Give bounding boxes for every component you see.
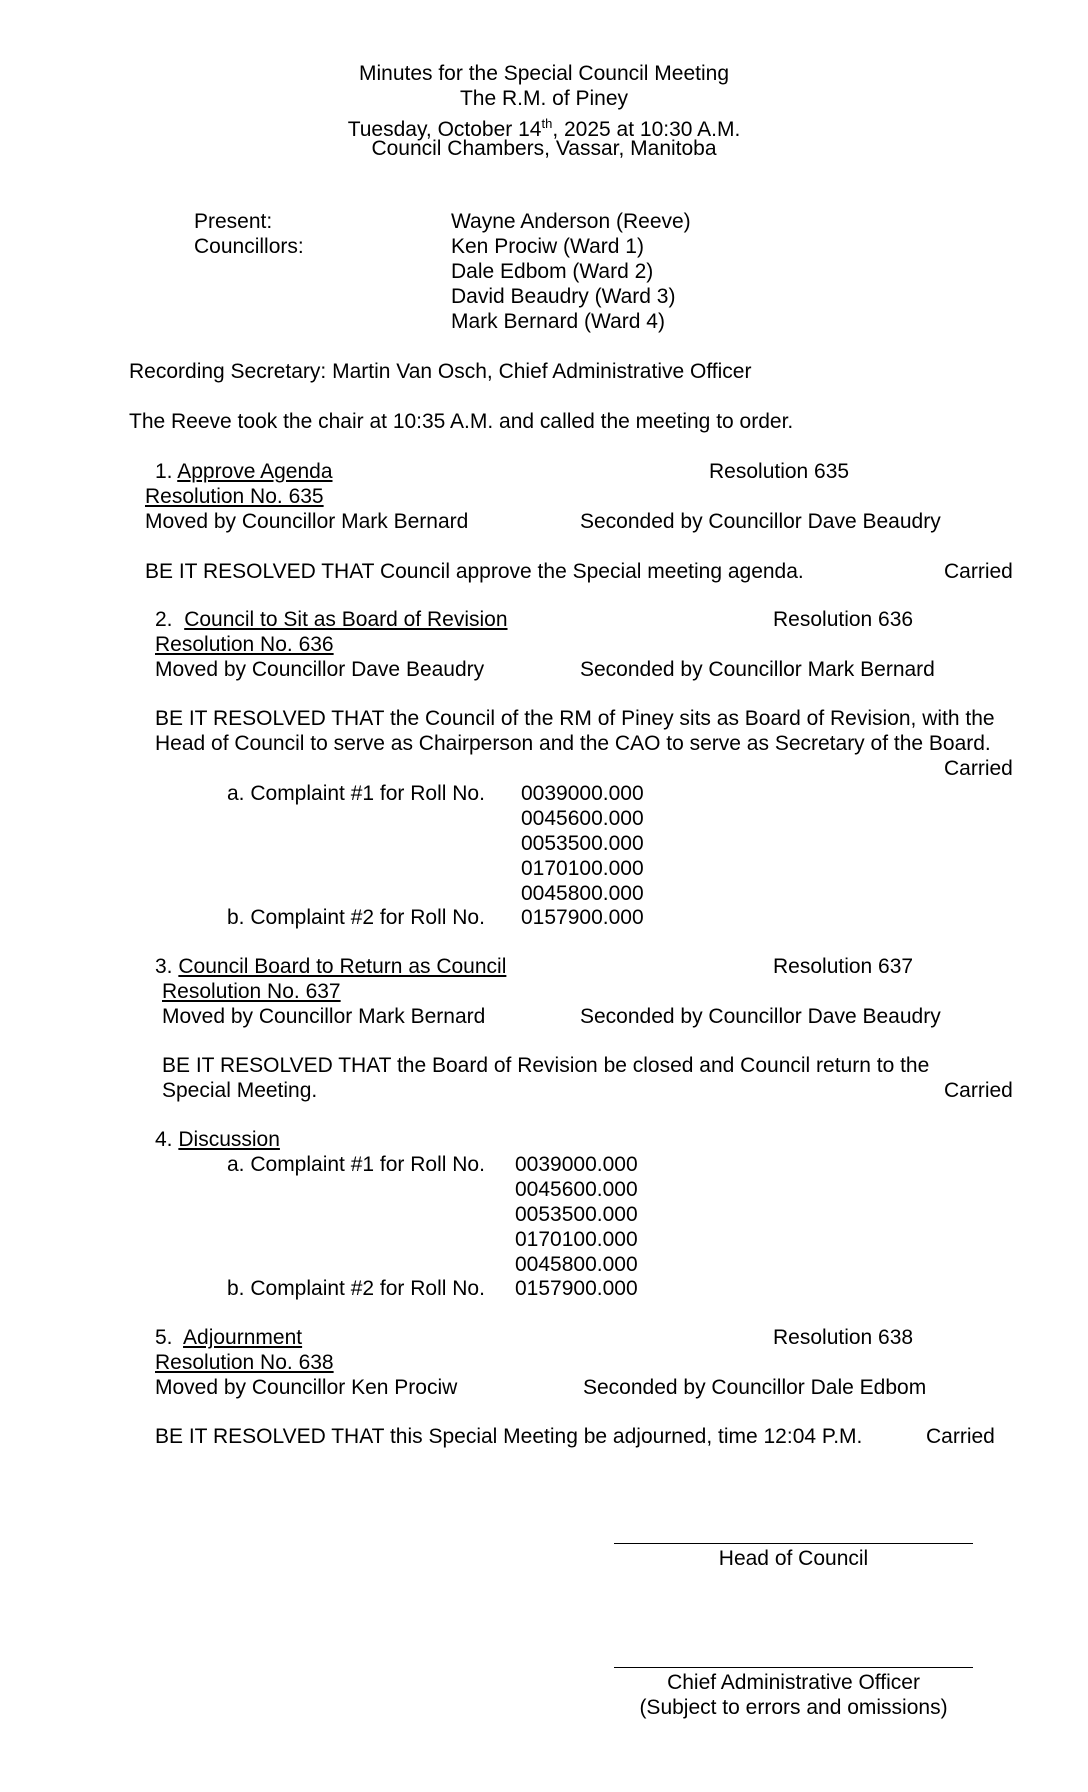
recording-secretary: Recording Secretary: Martin Van Osch, Chief Administrative Officer [129, 360, 752, 383]
item-2-moved: Moved by Councillor Dave Beaudry [155, 658, 485, 681]
item-5-heading: 5. Adjournment [155, 1326, 303, 1349]
item-2-resolution-ref: Resolution 636 [773, 608, 914, 631]
item-1-status: Carried [944, 560, 1013, 583]
meeting-location: Council Chambers, Vassar, Manitoba [371, 137, 717, 160]
item-1-seconded: Seconded by Councillor Dave Beaudry [580, 510, 941, 533]
item-3-resolution-text-1: BE IT RESOLVED THAT the Board of Revision be closed and Council return to the [162, 1054, 930, 1077]
item-3-resolution-no: Resolution No. 637 [162, 980, 341, 1003]
call-to-order: The Reeve took the chair at 10:35 A.M. and called the meeting to order. [129, 410, 794, 433]
item-4-complaint-a-label: a. Complaint #1 for Roll No. [227, 1153, 485, 1176]
item-3-title: Council Board to Return as Council [178, 955, 507, 978]
item-1-resolution-ref: Resolution 635 [709, 460, 850, 483]
item-2-resolution-text-2: Head of Council to serve as Chairperson and the CAO to serve as Secretary of the Board. [155, 732, 991, 755]
item-4-title: Discussion [178, 1128, 280, 1151]
item-1-heading: 1. Approve Agenda [155, 460, 333, 483]
item-5-moved: Moved by Councillor Ken Prociw [155, 1376, 458, 1399]
item-2-roll-b: 0157900.000 [521, 906, 644, 929]
item-4-roll: 0170100.000 [515, 1228, 638, 1251]
item-3-resolution-ref: Resolution 637 [773, 955, 914, 978]
item-5-title: Adjournment [183, 1326, 303, 1349]
cao-signature-line [614, 1667, 973, 1668]
errors-disclaimer: (Subject to errors and omissions) [639, 1696, 948, 1719]
item-2-roll: 0045600.000 [521, 807, 644, 830]
item-4-roll: 0053500.000 [515, 1203, 638, 1226]
item-2-roll: 0053500.000 [521, 832, 644, 855]
meeting-date: Tuesday, October 14th, 2025 at 10:30 A.M. [347, 116, 741, 141]
item-4-heading: 4. Discussion [155, 1128, 280, 1151]
item-2-roll: 0039000.000 [521, 782, 644, 805]
item-5-resolution-no: Resolution No. 638 [155, 1351, 334, 1374]
item-5-seconded: Seconded by Councillor Dale Edbom [583, 1376, 927, 1399]
municipality-name: The R.M. of Piney [459, 87, 629, 110]
item-4-roll-b: 0157900.000 [515, 1277, 638, 1300]
item-2-seconded: Seconded by Councillor Mark Bernard [580, 658, 935, 681]
head-of-council-signature-line [614, 1543, 973, 1544]
item-1-title: Approve Agenda [177, 460, 333, 483]
cao-label: Chief Administrative Officer [667, 1671, 920, 1694]
item-2-title: Council to Sit as Board of Revision [184, 608, 508, 631]
item-3-seconded: Seconded by Councillor Dave Beaudry [580, 1005, 941, 1028]
present-label: Present: [194, 210, 273, 233]
councillors-label: Councillors: [194, 235, 304, 258]
head-of-council-label: Head of Council [718, 1547, 869, 1570]
item-3-resolution-text-2: Special Meeting. [162, 1079, 318, 1102]
item-2-complaint-a-label: a. Complaint #1 for Roll No. [227, 782, 485, 805]
item-5-resolution-text: BE IT RESOLVED THAT this Special Meeting be adjourned, time 12:04 P.M. [155, 1425, 863, 1448]
item-2-heading: 2. Council to Sit as Board of Revision [155, 608, 508, 631]
member-ward-4: Mark Bernard (Ward 4) [451, 310, 665, 333]
item-4-roll: 0045800.000 [515, 1253, 638, 1276]
item-5-status: Carried [926, 1425, 995, 1448]
item-3-moved: Moved by Councillor Mark Bernard [162, 1005, 486, 1028]
item-4-roll: 0045600.000 [515, 1178, 638, 1201]
item-2-resolution-text-1: BE IT RESOLVED THAT the Council of the RM of Piney sits as Board of Revision, with the [155, 707, 995, 730]
member-ward-3: David Beaudry (Ward 3) [451, 285, 676, 308]
item-3-heading: 3. Council Board to Return as Council [155, 955, 507, 978]
item-2-complaint-b-label: b. Complaint #2 for Roll No. [227, 906, 485, 929]
member-reeve: Wayne Anderson (Reeve) [451, 210, 691, 233]
item-2-resolution-no: Resolution No. 636 [155, 633, 334, 656]
item-1-moved: Moved by Councillor Mark Bernard [145, 510, 469, 533]
item-4-complaint-b-label: b. Complaint #2 for Roll No. [227, 1277, 485, 1300]
item-5-resolution-ref: Resolution 638 [773, 1326, 914, 1349]
item-2-roll: 0170100.000 [521, 857, 644, 880]
member-ward-2: Dale Edbom (Ward 2) [451, 260, 654, 283]
item-3-status: Carried [944, 1079, 1013, 1102]
item-1-resolution-text: BE IT RESOLVED THAT Council approve the Special meeting agenda. [145, 560, 804, 583]
item-1-resolution-no: Resolution No. 635 [145, 485, 324, 508]
item-2-status: Carried [944, 757, 1013, 780]
header-title: Minutes for the Special Council Meeting [358, 62, 730, 85]
item-2-roll: 0045800.000 [521, 882, 644, 905]
item-4-roll: 0039000.000 [515, 1153, 638, 1176]
member-ward-1: Ken Prociw (Ward 1) [451, 235, 644, 258]
